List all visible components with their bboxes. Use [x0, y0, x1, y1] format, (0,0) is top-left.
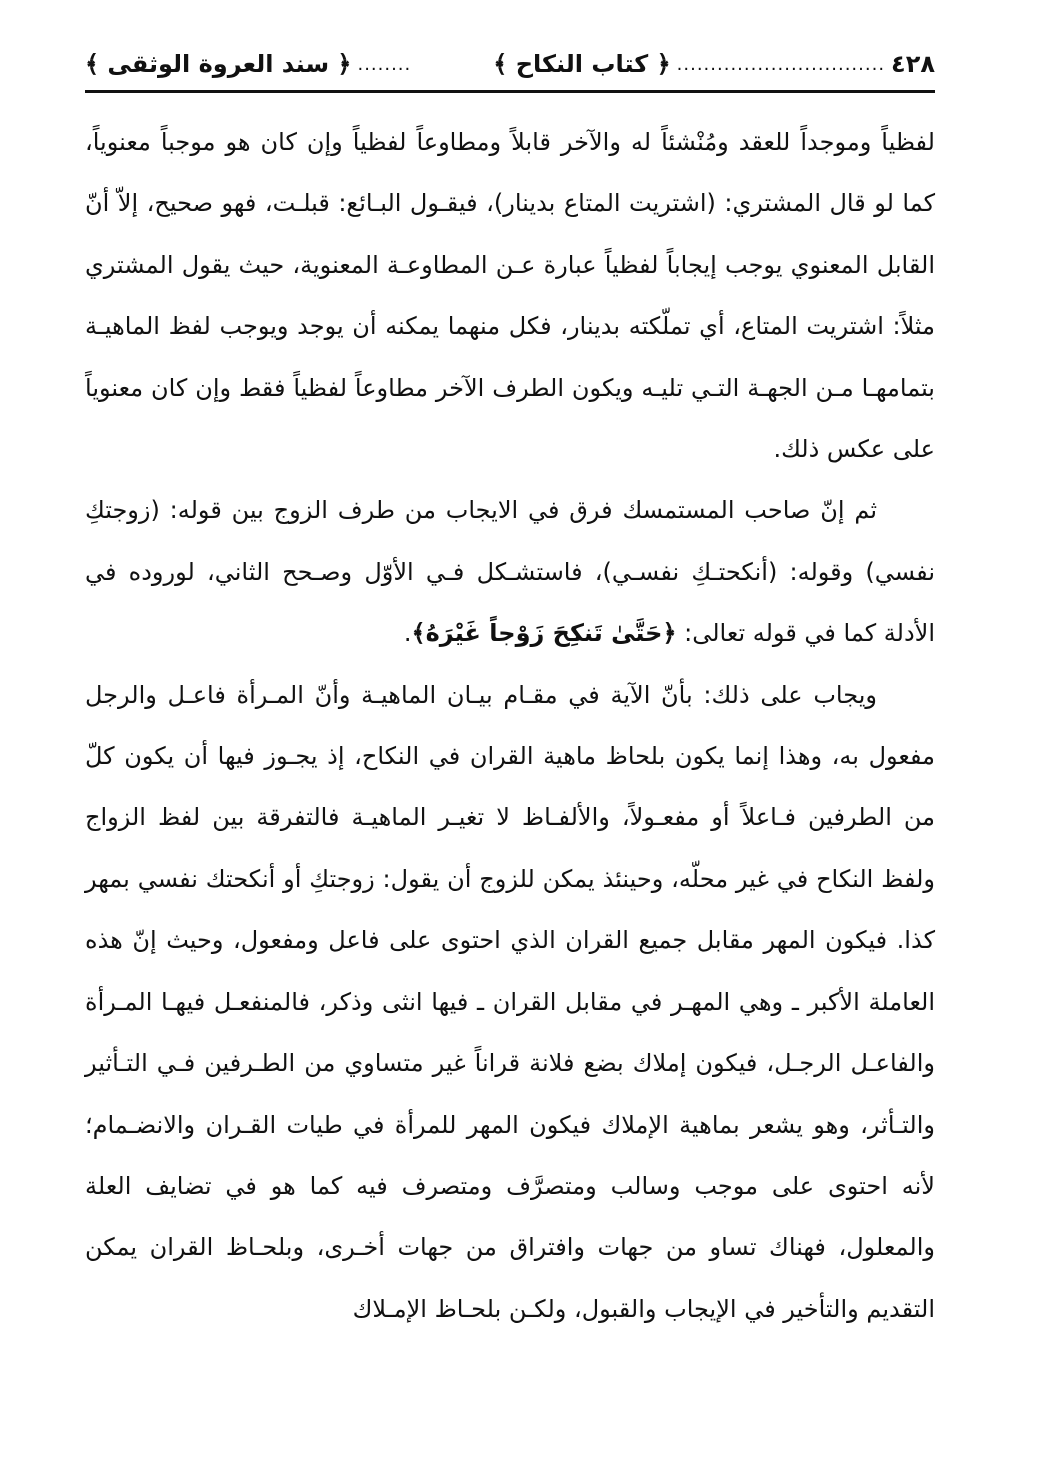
paragraph-3: ويجاب على ذلك: بأنّ الآية في مقـام بيـان الماهيـة وأنّ المـرأة فاعـل والرجل مفعول به، وهذا إنما يكون بلحاظ ماهية القران في النكاح، إذ يجـوز فيها أن يكون كلّ من الطرفين فـاعلاً أو مفعـولاً، والألفـاظ لا تغيـر الماهيـة فالتفرقة بين لفظ الزواج ولفظ النكاح في غير محلّه، وحينئذ يمكن للزوج أن يقول: زوجتكِ أو أنكحتك نفسي بمهر كذا. فيكون المهر مقابل جميع القران الذي احتوى على فاعل ومفعول، وحيث إنّ هذه العاملة الأكبر ـ وهي المهـر في مقابل القران ـ فيها انثى وذكر، فالمنفعـل فيهـا المـرأة والفاعـل الرجـل، فيكون إملاك بضع فلانة قراناً غير متساوي من الطـرفين فـي التـأثير والتـأثر، وهو يشعر بماهية الإملاك فيكون المهر للمرأة في طيات القـران والانضـمام؛ لأنه احتوى على موجب وسالب ومتصرَّف ومتصرف فيه كما هو في تضايف العلة والمعلول، فهناك تساو من جهات وافتراق من جهات أخـرى، وبلحـاظ القران يمكن التقديم والتأخير في الإيجاب والقبول، ولكـن بلحـاظ الإمـلاك [85, 680, 935, 1323]
page-body [85, 112, 935, 1340]
paragraph-2 [85, 480, 935, 664]
header-leader-dots: ............................... [676, 53, 886, 75]
book-title: ﴿ سند العروة الوثقى ﴾ [85, 50, 352, 78]
chapter-title: ﴿ كتاب النكاح ﴾ [493, 50, 671, 78]
paragraph-2-end: . [403, 619, 412, 648]
header-right-group [85, 50, 417, 78]
header-separator-dots: ........ [357, 53, 412, 75]
page-number: ٤٢٨ [891, 50, 935, 78]
running-header [85, 40, 935, 88]
quran-verse: ﴿حَتَّىٰ تَنكِحَ زَوْجاً غَيْرَهُ﴾ [411, 619, 677, 648]
paragraph-2-text: ثم إنّ صاحب المستمسك فرق في الايجاب من طرف الزوج بين قوله: (زوجتكِ نفسي) وقوله: (أنكحتـكِ نفسـي)، فاستشـكل فـي الأوّل وصـحح الثاني، لوروده في الأدلة كما في قوله تعالى: [85, 496, 935, 648]
paragraph-1: لفظياً وموجداً للعقد ومُنْشئاً له والآخر قابلاً ومطاوعاً لفظياً وإن كان هو موجباً معنوياً، كما لو قال المشتري: (اشتريت المتاع بدينار)، فيقـول البـائع: قبلـت، فهو صحيح، إلاّ أنّ القابل المعنوي يوجب إيجاباً لفظياً عبارة عـن المطاوعـة المعنوية، حيث يقول المشتري مثلاً: اشتريت المتاع، أي تملّكته بدينار، فكل منهما يمكنه أن يوجد ويوجب لفظ الماهيـة بتمامهـا مـن الجهـة التـي تليـه ويكون الطرف الآخر مطاوعاً لفظياً فقط وإن كان معنوياً على عكس ذلك. [85, 128, 935, 464]
header-left-group [493, 50, 935, 78]
header-divider [85, 90, 935, 93]
